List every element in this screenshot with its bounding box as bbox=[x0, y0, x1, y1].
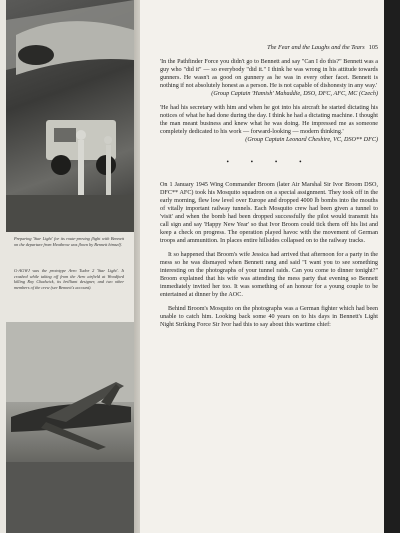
book-cover-edge bbox=[384, 0, 400, 533]
body-paragraph-3: Behind Broom's Mosquito on the photographs was a German fighter which had been unable to catch him. Looking back some 40 years on to his days in Bennett's Light Night Striking Force Sir Ivor had this to say about this wartime chief: bbox=[160, 306, 378, 329]
running-head bbox=[160, 44, 378, 51]
photo-caption-1: Preparing 'Star Light' for its route-proving flight with Bennett on the departure from Heathrow was flown by Bennett himself. bbox=[14, 236, 124, 247]
section-break: • • • • bbox=[226, 158, 312, 167]
quote-paragraph-2 bbox=[160, 104, 378, 144]
page-body bbox=[160, 58, 378, 335]
quote-text-2: 'He had his secretary with him and when he got into his aircraft he started dictating his notices of what he had done during the day. I think he had a dictating machine. I thought the man meant business and knew what he was doing. He impressed me as someone completely dedicated to his work — forward-looking — modern thinking.' bbox=[160, 105, 378, 136]
left-page bbox=[0, 0, 140, 533]
tudor-photo-graphic bbox=[6, 322, 134, 533]
quote-attribution-2: (Group Captain Leonard Cheshire, VC, DSO** DFC) bbox=[245, 137, 378, 144]
quote-paragraph-1 bbox=[160, 58, 378, 98]
aircraft-photo-tudor bbox=[6, 322, 134, 533]
body-paragraph-2: It so happened that Broom's wife Jessica had arrived that afternoon for a party in the mess so he was dismayed when Bennett rang and said "I want you to see something interesting on the photographs of your tunnel raids. Can you come to dinner tonight?" Broom explained that his wife was attending the mess party that evening so Bennett immediately invited her too. It was something of an honour for a young couple to be entertained at dinner by the AOC. bbox=[160, 251, 378, 299]
body-paragraph-1: On 1 January 1945 Wing Commander Broom (later Air Marshal Sir Ivor Broom DSO, DFC** AFC) took his Mosquito squadron on a special assignment. They took off in the early morning, flew low level over Europe and dropped 4000 lb bombs into the mouths of vitally important railway tunnels. Each Mosquito crew had been given a tunnel to 'visit' and when the bomb had been dropped successfully the pilot would transmit his call sign and say 'Happy New Year' so that Ivor Broom could tick them off his list and keep a check on progress. The operation played havoc with the movement of German troops and ammunition. In places entire hillsides collapsed on to the railway tracks. bbox=[160, 181, 378, 244]
aircraft-photo-star-light bbox=[6, 0, 134, 232]
aircraft-photo-graphic bbox=[6, 0, 134, 232]
page-number: 105 bbox=[368, 44, 378, 51]
running-head-title: The Fear and the Laughs and the Tears bbox=[267, 44, 365, 51]
quote-text-1: 'In the Pathfinder Force you didn't go to Bennett and say "Can I do this?" Bennett was a guy who "did it" — so everybody "did it." I think he was wrong in his attitude towards gunners. He wasn't as good on gunnery as he was in every other facet. Bennett is nothing if not absolutely honest as a person. He is not capable of dishonesty in any way.' bbox=[160, 59, 378, 90]
quote-attribution-1: (Group Captain 'Hamish' Mahaddie, DSO, DFC, AFC, MC (Czech) bbox=[211, 91, 378, 98]
photo-caption-2: G-AGWJ was the prototype Avro Tudor 2 'Star Light'. It crashed while taking off from the Avro airfield at Woodford killing Roy Chadwick, its brilliant designer, and two other members of the crew (see Bennett's account). bbox=[14, 268, 124, 290]
